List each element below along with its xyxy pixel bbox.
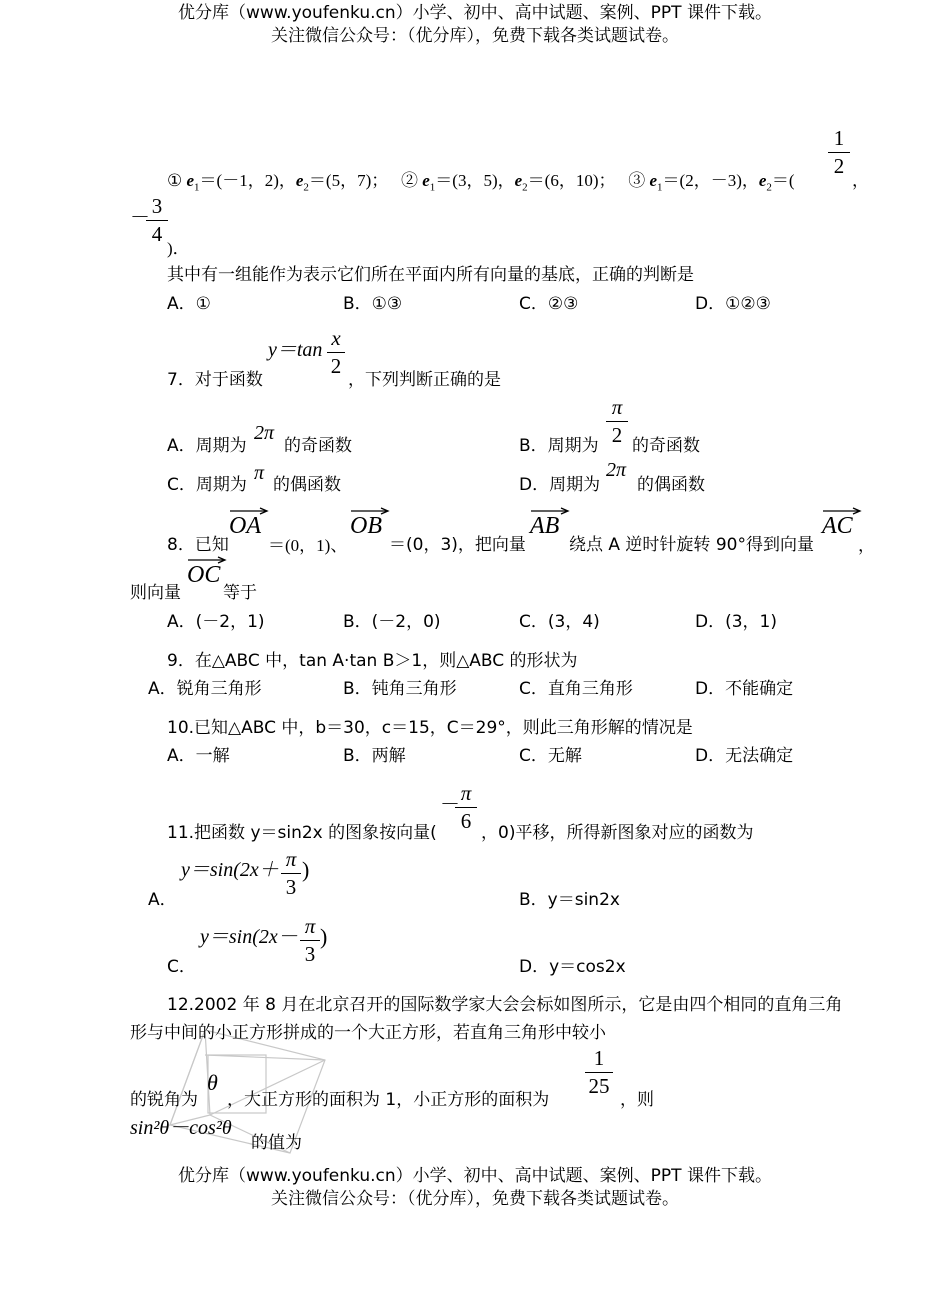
q7-function-lhs: y＝tan	[268, 339, 323, 361]
q8-vector-ac: AC	[822, 514, 853, 538]
footer-line-1: 优分库（www.youfenku.cn）小学、初中、高中试题、案例、PPT 课件下载。	[178, 1166, 772, 1186]
q6-group2-e1: ＝(3，5)，	[435, 171, 515, 190]
q7-func-num: x	[331, 326, 341, 350]
q7-optb-den: 2	[611, 423, 623, 447]
q7-option-c-suffix: 的偶函数	[273, 475, 341, 495]
q11-option-c-fraction	[300, 916, 320, 965]
vector-arrow-icon	[187, 556, 227, 564]
q11-option-a-fraction	[281, 849, 301, 898]
header-line-2: 关注微信公众号：（优分库），免费下载各类试题试卷。	[271, 26, 679, 46]
q12-line-3-middle: ，大正方形的面积为 1，小正方形的面积为	[227, 1090, 550, 1110]
q7-option-c-prefix: C．周期为	[167, 475, 247, 495]
q9-option-d: D．不能确定	[695, 679, 794, 699]
q11-vec-den: 6	[460, 809, 472, 833]
q9-option-a: A．锐角三角形	[148, 679, 262, 699]
q6-option-d: D．①②③	[695, 294, 771, 314]
q11-vec-num: π	[460, 781, 472, 805]
q8-line2-prefix: 则向量	[130, 583, 181, 603]
q9-option-b: B．钝角三角形	[343, 679, 457, 699]
q7-option-d-prefix: D．周期为	[519, 475, 601, 495]
q8-option-d: D．(3，1)	[695, 612, 777, 632]
q10-option-a: A．一解	[167, 746, 230, 766]
q6-group3-e1: ＝(2，－3)，	[662, 171, 759, 190]
q11-option-c-rhs: )	[320, 924, 328, 949]
vector-arrow-icon	[350, 507, 390, 515]
q11-stem-suffix: ，0)平移，所得新图象对应的函数为	[481, 823, 754, 843]
q9-option-c: C．直角三角形	[519, 679, 633, 699]
q9-stem: 9．在△ABC 中，tan A·tan B＞1，则△ABC 的形状为	[167, 651, 578, 671]
q8-vector-oa: OA	[229, 514, 261, 538]
q7-option-b-prefix: B．周期为	[519, 436, 599, 456]
q6-group2-label: ②	[401, 171, 418, 190]
q12-frac-num: 1	[593, 1046, 605, 1070]
q6-option-a: A．①	[167, 294, 211, 314]
q6-option-c: C．②③	[519, 294, 579, 314]
q6-negative-sign: －	[130, 207, 150, 229]
q7-option-a-value: 2π	[254, 422, 275, 444]
q12-line-4-suffix: 的值为	[251, 1133, 302, 1153]
q6-vector-groups: ① $e_1=(-1$，2)，$e_2=(5$，7)； ② $e_1=(3$，5)，$e_2=(6$，10)； ③ $e_1=(2$，－3)，$e_2=$(	[167, 171, 795, 194]
q8-line2-suffix: 等于	[223, 583, 257, 603]
q12-line-2: 形与中间的小正方形拼成的一个大正方形，若直角三角形中较小	[130, 1023, 606, 1043]
q8-comma: ，	[858, 536, 875, 555]
q11-stem-prefix: 11.把函数 y＝sin2x 的图象按向量(	[167, 823, 437, 843]
q6-frac1-num: 1	[833, 126, 845, 150]
q11-option-c-lhs: y＝sin(2x－	[200, 926, 298, 948]
footer-line-2: 关注微信公众号：（优分库），免费下载各类试题试卷。	[271, 1189, 679, 1209]
q6-fraction-half	[828, 128, 850, 177]
q8-ob-value: ＝(0，3)，把向量	[389, 535, 526, 555]
q7-stem-suffix: ，下列判断正确的是	[348, 370, 501, 390]
q7-option-d-suffix: 的偶函数	[637, 475, 705, 495]
vector-arrow-icon	[822, 507, 862, 515]
q12-frac-den: 25	[588, 1074, 610, 1098]
q7-option-a-prefix: A．周期为	[167, 436, 247, 456]
q7-option-b-fraction	[606, 397, 628, 446]
q11-opta-den: 3	[285, 875, 297, 899]
q7-func-den: 2	[330, 354, 342, 378]
q6-frac2-num: 3	[151, 194, 163, 218]
q8-rotation-text: 绕点 A 逆时针旋转 90°得到向量	[569, 535, 814, 555]
q11-option-a-lhs: y＝sin(2x＋	[181, 859, 279, 881]
q8-option-c: C．(3，4)	[519, 612, 600, 632]
q12-fraction	[585, 1048, 613, 1097]
q7-option-d-value: 2π	[606, 459, 627, 481]
q12-line-3-prefix: 的锐角为	[130, 1090, 198, 1110]
q8-oa-value: ＝(0，1)、	[268, 536, 348, 555]
header-line-1: 优分库（www.youfenku.cn）小学、初中、高中试题、案例、PPT 课件下载。	[178, 3, 772, 23]
q6-frac1-den: 2	[833, 154, 845, 178]
vector-arrow-icon	[530, 507, 570, 515]
q7-option-c-value: π	[254, 462, 265, 484]
q6-group3-e2: ＝(	[771, 171, 795, 190]
q8-vector-ob: OB	[350, 514, 382, 538]
q12-line-1: 12.2002 年 8 月在北京召开的国际数学家大会会标如图所示，它是由四个相同的直角三角	[167, 995, 843, 1015]
q11-optc-num: π	[304, 914, 316, 938]
q8-option-a: A．(－2，1)	[167, 612, 265, 632]
q10-option-c: C．无解	[519, 746, 582, 766]
q11-vector-fraction	[455, 783, 477, 832]
q6-frac2-den: 4	[151, 222, 163, 246]
q6-stem: 其中有一组能作为表示它们所在平面内所有向量的基底，正确的判断是	[167, 265, 694, 285]
q11-optc-den: 3	[304, 942, 316, 966]
q6-group3-label: ③	[628, 171, 646, 190]
q6-group1-label: ①	[167, 171, 183, 190]
q11-option-d: D．y＝cos2x	[519, 957, 626, 977]
q10-stem: 10.已知△ABC 中，b＝30，c＝15，C＝29°，则此三角形解的情况是	[167, 718, 693, 738]
q11-vector-negative: －	[440, 794, 460, 816]
q11-option-b: B．y＝sin2x	[519, 890, 620, 910]
q11-opta-num: π	[285, 847, 297, 871]
q8-vector-ab: AB	[530, 514, 559, 538]
q8-option-b: B．(－2，0)	[343, 612, 441, 632]
q12-line-3-suffix: ，则	[620, 1090, 654, 1110]
vector-arrow-icon	[229, 507, 269, 515]
q6-option-b: B．①③	[343, 294, 403, 314]
q12-expression: sin²θ－cos²θ	[130, 1117, 232, 1139]
q6-fraction-three-quarters	[146, 196, 168, 245]
q11-option-a-label: A．	[148, 890, 177, 910]
q7-optb-num: π	[611, 395, 623, 419]
q11-option-a-rhs: )	[302, 857, 310, 882]
q6-group1-e1: ＝(－1，2)，	[199, 171, 296, 190]
q12-theta: θ	[207, 1070, 218, 1095]
q6-group1-e2: ＝(5，7)；	[308, 171, 389, 190]
q8-prefix: 8．已知	[167, 535, 229, 555]
q8-vector-oc: OC	[187, 563, 220, 587]
q7-option-a-suffix: 的奇函数	[284, 436, 352, 456]
q11-option-c-label: C．	[167, 957, 196, 977]
q7-stem-prefix: 7．对于函数	[167, 370, 263, 390]
q10-option-b: B．两解	[343, 746, 406, 766]
q7-option-b-suffix: 的奇函数	[632, 436, 700, 456]
q10-option-d: D．无法确定	[695, 746, 794, 766]
q6-group2-e2: ＝(6，10)；	[527, 171, 616, 190]
q7-function-fraction	[327, 328, 345, 377]
q6-comma: ，	[852, 171, 869, 190]
q6-close: )．	[167, 239, 190, 258]
